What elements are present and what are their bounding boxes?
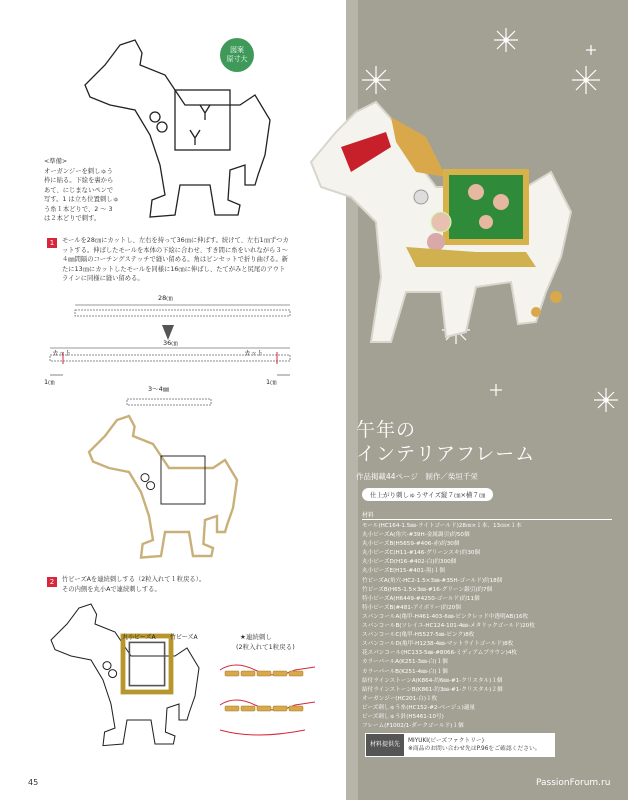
horse-outline-step1 xyxy=(80,412,250,572)
material-item: オーガンジー(HC201-白)１枚 xyxy=(362,695,438,702)
label-take-a: 竹ビーズA xyxy=(170,634,198,641)
article-title xyxy=(356,418,535,466)
material-item: 結付ラインストーンA(K864-約6㎜-#1-クリスタル)１個 xyxy=(362,677,503,684)
material-item: スパンコールC(亀甲-H5527-5㎜-ピンク)8枚 xyxy=(362,632,475,639)
snowflake-icon xyxy=(594,388,618,412)
supplier-name: MIYUKI(ビーズファクトリー) xyxy=(408,738,485,744)
material-item: 丸小ビーズB(H5659-#406-赤)約30個 xyxy=(362,541,460,548)
cut-right: カット xyxy=(244,349,264,357)
prep-line: あて、にじまないペンで xyxy=(44,186,114,194)
material-item: 竹ビーズA(角穴-HC2-1.5×3㎜-#35H-ゴールド)約18個 xyxy=(362,577,503,584)
label-maru-a: 丸小ビーズA xyxy=(122,634,156,641)
step2-number: 2 xyxy=(47,577,57,587)
material-item: スパンコールB(ソレイユ-HC124-101-4㎜-メタリックゴールド)20枚 xyxy=(362,623,535,630)
material-item: モール(HC164-1.5㎜-ライトゴールド)28㎝×１本、13㎝×１本 xyxy=(362,523,522,529)
method-title: ★連続刺し xyxy=(240,633,272,641)
prep-line: 枠に貼る。下絵を裏から xyxy=(44,177,114,184)
material-item: カラーパールB(K251-4㎜-白)１個 xyxy=(362,668,448,675)
coiled-wire xyxy=(125,396,215,408)
materials-heading: 材料 xyxy=(362,510,612,520)
title-line2: インテリアフレーム xyxy=(356,443,536,465)
snowflake-icon xyxy=(494,28,518,52)
step1-line: ットする。伸ばしたモールを本体の下絵に合わせ、すき間に糸をいれながら３～ xyxy=(62,246,288,254)
article-meta: 作品掲載44ページ 制作／柴垣千栄 xyxy=(356,472,478,481)
prep-line: は２本どりで刺す。 xyxy=(44,215,101,222)
material-item: 特小ビーズA(H6449-#4250-ゴールド)約11個 xyxy=(362,595,480,602)
step1-text xyxy=(62,236,337,284)
beaded-horse-photo xyxy=(296,92,596,382)
supplier-text xyxy=(408,737,552,753)
prep-line: オーガンジーを刺しゅう xyxy=(44,167,113,175)
material-item: 竹ビーズB(H65-1.5×3㎜-#16-グリーン銀引)約7個 xyxy=(362,586,493,593)
material-item: 花スパンコール(HC133-5㎜-#8066-ミディアムブラウン)4枚 xyxy=(362,650,517,657)
step2-line: 竹ビーズAを連続刺しする（2粒入れて１粒戻る）。 xyxy=(62,576,206,583)
material-item: 丸小ビーズA(角穴-#39H-金属調引)約50個 xyxy=(362,532,470,539)
prep-heading: <準備> xyxy=(44,158,68,165)
step2-line: その内側を丸小Aで連続刺しする。 xyxy=(62,585,161,593)
material-item: スパンコールA(亀甲-H461-403-6㎜-ピンクレッド中透明AB)16枚 xyxy=(362,613,529,620)
snowflake-icon xyxy=(572,66,600,94)
material-item: 特小ビーズB(#481-アイボリー)約20個 xyxy=(362,604,461,611)
step1-line: ４㎜間隔のコーチングステッチで縫い留める。角はピンセットで折り曲げる。新 xyxy=(62,256,289,263)
badge-line1: 図案 xyxy=(230,46,244,54)
title-line1: 午年の xyxy=(356,419,417,441)
finished-size: 仕上がり刺しゅうサイズ縦７㎝×横７㎝ xyxy=(362,488,493,501)
step2-text xyxy=(62,575,205,594)
step1-line: たに13㎝にカットしたモールを同様に16㎝に伸ばし、たてがみと尻尾のアウト xyxy=(62,265,286,273)
supplier-box xyxy=(365,733,555,757)
material-item: 丸小ビーズE(H15-#401-黒)１個 xyxy=(362,568,445,575)
step1-number: 1 xyxy=(47,238,57,248)
badge-line2: 原寸大 xyxy=(226,55,248,63)
prep-line: う糸１本どりで、2 ～ 3 xyxy=(44,205,113,213)
prep-line: 写す。1 は立ち位置刺しゅ xyxy=(44,196,119,203)
horse-outline-step2 xyxy=(42,600,212,760)
material-item: 丸小ビーズD(H16-#402-白)約300個 xyxy=(362,559,457,566)
cm-right: 1㎝ xyxy=(266,378,277,386)
supplier-label: 材料提供先 xyxy=(366,734,404,756)
material-item: 丸小ビーズC(H11-#146-グリーンスキ)約30個 xyxy=(362,550,481,557)
page-number: 45 xyxy=(28,778,39,787)
stitch-method-diagram xyxy=(215,655,325,745)
snowflake-icon xyxy=(586,45,596,55)
material-item: カラーパールA(K251-3㎜-白)１個 xyxy=(362,659,448,666)
step1-line: モールを28㎝にカットし、左右を持って36㎝に伸ばす。続けて、左右1㎝ずつカ xyxy=(62,237,289,244)
cm-left: 1㎝ xyxy=(44,378,55,386)
cut-left: カット xyxy=(52,349,72,357)
materials-list xyxy=(362,522,612,731)
dim-36: 36㎝ xyxy=(163,339,178,347)
dim-28: 28㎝ xyxy=(158,294,173,302)
material-item: スパンコールD(亀甲-H1238-4㎜-マットライトゴールド)8枚 xyxy=(362,641,514,648)
snowflake-icon xyxy=(362,66,390,94)
method-sub: (2粒入れて1粒戻る) xyxy=(236,643,295,651)
material-item: ビーズ刺しゅう針(H5461-10号) xyxy=(362,713,444,720)
gap-label: 3～4㎜ xyxy=(148,385,170,393)
material-item: ビーズ刺しゅう糸(HC152-#2-ベージュ)適量 xyxy=(362,704,476,711)
material-item: 結付ラインストーンB(K861-約3㎜-#1-クリスタル)２個 xyxy=(362,686,503,693)
watermark: PassionForum.ru xyxy=(536,778,611,788)
material-item: フレーム(F1002/1-ダークゴールド)１個 xyxy=(362,723,464,730)
supplier-note: ※商品のお問い合わせ先はP.96をご確認ください。 xyxy=(408,746,541,752)
prep-notes xyxy=(44,157,119,224)
step1-line: ラインに同様に縫い留める。 xyxy=(62,275,144,282)
snowflake-icon xyxy=(490,384,502,396)
